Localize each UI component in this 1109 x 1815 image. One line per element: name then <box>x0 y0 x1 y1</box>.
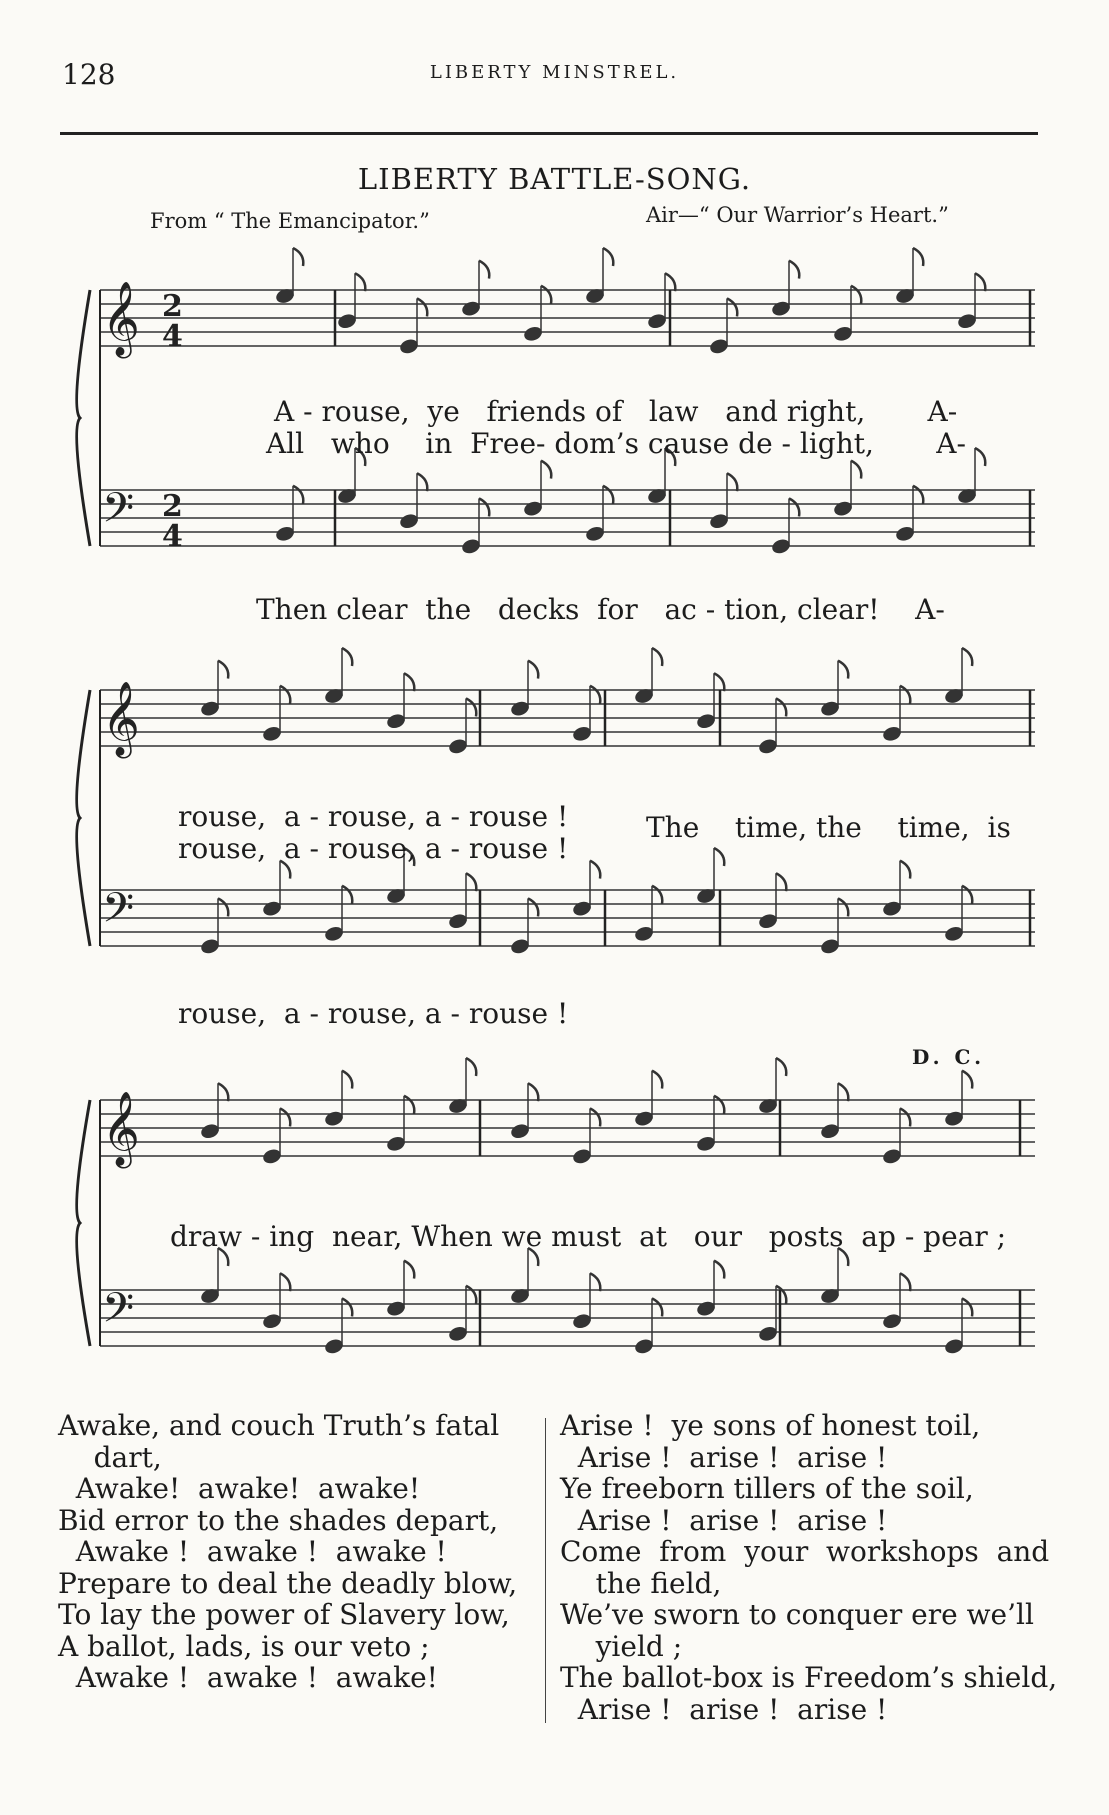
verse-line: Come from your workshops and <box>560 1535 1050 1568</box>
note-flag <box>293 486 303 504</box>
note-flag <box>714 1096 724 1114</box>
lyric-line-s2-1: rouse, a - rouse, a - rouse ! <box>178 800 569 833</box>
song-air: Air—“ Our Warrior’s Heart.” <box>646 203 949 227</box>
note-flag <box>417 298 427 316</box>
note-flag <box>652 1298 662 1316</box>
note-flag <box>962 886 972 904</box>
note-flag <box>727 298 737 316</box>
note-flag <box>590 1273 600 1291</box>
note-flag <box>417 473 427 491</box>
page-number: 128 <box>62 58 116 91</box>
brace-icon <box>77 690 90 946</box>
note-flag <box>603 248 613 266</box>
bass-clef-icon: 𝄢 <box>102 1284 135 1342</box>
note-flag <box>293 248 303 266</box>
note-flag <box>603 486 613 504</box>
lyric-line-s1-1: A - rouse, ye friends of law and right, A- <box>274 395 958 428</box>
lyric-side-s2: The time, the time, is <box>646 811 1011 844</box>
brace-icon <box>77 290 90 546</box>
note-flag <box>900 1273 910 1291</box>
verse-left <box>58 1410 517 1694</box>
note-flag <box>590 686 600 704</box>
verse-line: Arise ! ye sons of honest toil, <box>560 1409 981 1442</box>
note-flag <box>466 698 476 716</box>
note-flag <box>218 898 228 916</box>
time-signature-top: 2 <box>162 289 183 324</box>
note-flag <box>962 1071 972 1089</box>
note-flag <box>541 286 551 304</box>
note-flag <box>838 661 848 679</box>
note-flag <box>466 1286 476 1304</box>
running-title: LIBERTY MINSTREL. <box>429 62 680 83</box>
note-flag <box>342 648 352 666</box>
note-flag <box>727 473 737 491</box>
time-signature-bottom: 4 <box>162 319 183 354</box>
note-flag <box>714 1261 724 1279</box>
note-flag <box>218 1083 228 1101</box>
verse-line: Awake! awake! awake! <box>58 1472 421 1505</box>
note-flag <box>280 1108 290 1126</box>
note-flag <box>838 1083 848 1101</box>
verse-line: We’ve sworn to conquer ere we’ll <box>560 1598 1034 1631</box>
verse-line: dart, <box>58 1440 162 1474</box>
verse-line: Prepare to deal the deadly blow, <box>58 1566 518 1600</box>
verse-divider <box>545 1418 546 1723</box>
note-flag <box>838 898 848 916</box>
bass-clef-icon: 𝄢 <box>102 484 135 542</box>
note-flag <box>714 673 724 691</box>
note-flag <box>652 1071 662 1089</box>
verse-line: Arise ! arise ! arise ! <box>560 1440 888 1474</box>
verse-line: Bid error to the shades depart, <box>58 1503 499 1537</box>
note-flag <box>404 1096 414 1114</box>
lyric-bass-s1: Then clear the decks for ac - tion, clear! A- <box>256 593 945 626</box>
note-flag <box>900 1108 910 1126</box>
lyric-bass-s2: rouse, a - rouse, a - rouse ! <box>178 997 569 1030</box>
note-flag <box>541 461 551 479</box>
note-flag <box>528 1083 538 1101</box>
verse-line: the field, <box>560 1566 722 1600</box>
note-flag <box>776 698 786 716</box>
song-title: LIBERTY BATTLE-SONG. <box>357 162 752 196</box>
note-flag <box>851 286 861 304</box>
note-flag <box>342 1298 352 1316</box>
note-flag <box>355 273 365 291</box>
song-source: From “ The Emancipator.” <box>150 209 430 233</box>
note-flag <box>528 898 538 916</box>
note-flag <box>913 486 923 504</box>
verse-line: To lay the power of Slavery low, <box>58 1598 510 1631</box>
note-flag <box>962 648 972 666</box>
note-flag <box>900 686 910 704</box>
note-flag <box>280 1273 290 1291</box>
time-signature-top: 2 <box>162 489 183 524</box>
note-flag <box>404 673 414 691</box>
note-flag <box>975 273 985 291</box>
verse-line: Arise ! arise ! arise ! <box>560 1692 888 1726</box>
note-flag <box>280 686 290 704</box>
note-flag <box>652 648 662 666</box>
bass-clef-icon: 𝄢 <box>102 884 135 942</box>
note-flag <box>714 848 724 866</box>
verse-line: The ballot-box is Freedom’s shield, <box>560 1661 1058 1694</box>
treble-clef-icon: 𝄞 <box>102 1092 140 1166</box>
note-flag <box>652 886 662 904</box>
note-flag <box>479 261 489 279</box>
note-flag <box>466 873 476 891</box>
verse-line: Ye freeborn tillers of the soil, <box>560 1472 974 1505</box>
lyric-line-s3-1: draw - ing near, When we must at our posts ap - pear ; <box>170 1220 1007 1253</box>
note-flag <box>342 886 352 904</box>
treble-clef-icon: 𝄞 <box>102 682 140 756</box>
note-flag <box>342 1071 352 1089</box>
lyric-line-s2-2: rouse, a - rouse, a - rouse ! <box>178 832 569 865</box>
note-flag <box>466 1058 476 1076</box>
brace-icon <box>77 1100 90 1346</box>
lyric-line-s1-2: All who in Free- dom’s cause de - light, A- <box>266 427 966 460</box>
verse-line: Awake, and couch Truth’s fatal <box>58 1409 500 1442</box>
note-flag <box>962 1298 972 1316</box>
time-signature-bottom: 4 <box>162 519 183 554</box>
verse-right <box>560 1410 1057 1725</box>
note-flag <box>789 498 799 516</box>
verse-line: Awake ! awake ! awake! <box>58 1661 438 1694</box>
treble-clef-icon: 𝄞 <box>102 282 140 356</box>
note-flag <box>851 461 861 479</box>
note-flag <box>665 273 675 291</box>
verse-line: Arise ! arise ! arise ! <box>560 1503 888 1537</box>
note-flag <box>479 498 489 516</box>
dc-marking: D. C. <box>912 1045 986 1069</box>
note-flag <box>975 448 985 466</box>
note-flag <box>590 861 600 879</box>
note-flag <box>900 861 910 879</box>
note-flag <box>913 248 923 266</box>
note-flag <box>789 261 799 279</box>
note-flag <box>404 1261 414 1279</box>
verse-line: Awake ! awake ! awake ! <box>58 1535 447 1568</box>
note-flag <box>776 873 786 891</box>
note-flag <box>590 1108 600 1126</box>
verse-line: A ballot, lads, is our veto ; <box>58 1629 430 1663</box>
verse-line: yield ; <box>560 1629 683 1663</box>
note-flag <box>776 1058 786 1076</box>
note-flag <box>528 661 538 679</box>
note-flag <box>218 661 228 679</box>
